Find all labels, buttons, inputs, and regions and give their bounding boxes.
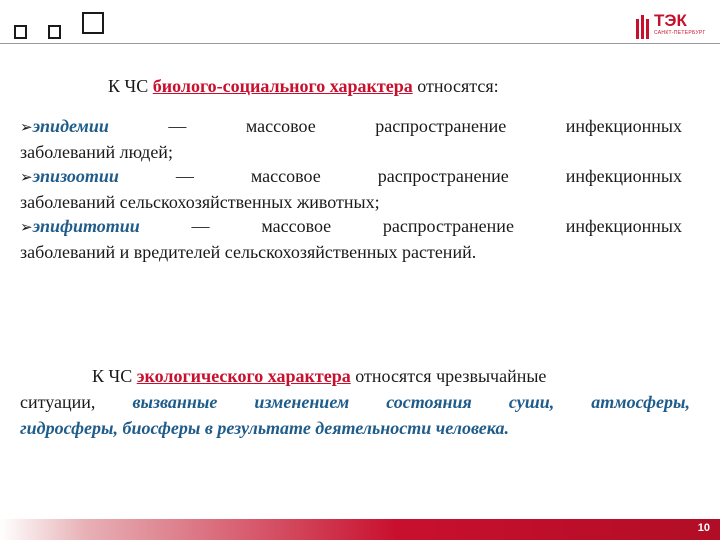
- hazard-list: [20, 114, 682, 264]
- section2-paragraph: [20, 363, 690, 441]
- header-divider: [0, 43, 720, 44]
- arrow-bullet-icon: ➢: [20, 168, 33, 186]
- section1-title: [108, 76, 499, 97]
- item-definition: — массовое распространение инфекционных: [108, 116, 682, 136]
- item-continuation: заболеваний и вредителей сельскохозяйственных растений.: [20, 241, 477, 262]
- nav-square-large-icon: [82, 12, 104, 34]
- arrow-bullet-icon: ➢: [20, 118, 33, 136]
- list-item: [20, 114, 682, 164]
- section1-suffix: относятся:: [412, 76, 499, 96]
- item-term: эпизоотии: [32, 166, 119, 186]
- section2-highlight: экологического характера: [136, 366, 351, 386]
- section2-line2-plain: ситуации,: [20, 392, 133, 412]
- section1-prefix: К ЧС: [108, 76, 153, 96]
- section2-suffix: относятся чрезвычайные: [350, 366, 547, 386]
- arrow-bullet-icon: ➢: [20, 218, 33, 236]
- nav-square-2-icon: [48, 25, 61, 39]
- tek-logo: [636, 13, 706, 41]
- list-item: [20, 164, 682, 214]
- section2-line2-italic: вызванные изменением состояния суши, атмосферы,: [132, 392, 691, 412]
- item-continuation: заболеваний сельскохозяйственных животных;: [20, 191, 380, 212]
- item-definition: — массовое распространение инфекционных: [139, 216, 682, 236]
- logo-subtitle: САНКТ-ПЕТЕРБУРГ: [654, 30, 706, 36]
- section1-highlight: биолого-социального характера: [152, 76, 413, 96]
- item-term: эпидемии: [32, 116, 109, 136]
- page-number: 10: [697, 522, 710, 534]
- item-continuation: заболеваний людей;: [20, 141, 173, 162]
- logo-text: ТЭК: [654, 11, 687, 30]
- footer-bar: [0, 519, 720, 540]
- section2-line3-italic: гидросферы, биосферы в результате деятельности человека.: [20, 418, 509, 438]
- list-item: [20, 214, 682, 264]
- nav-square-1-icon: [14, 25, 27, 39]
- section2-prefix: К ЧС: [92, 366, 137, 386]
- item-definition: — массовое распространение инфекционных: [118, 166, 682, 186]
- item-term: эпифитотии: [32, 216, 140, 236]
